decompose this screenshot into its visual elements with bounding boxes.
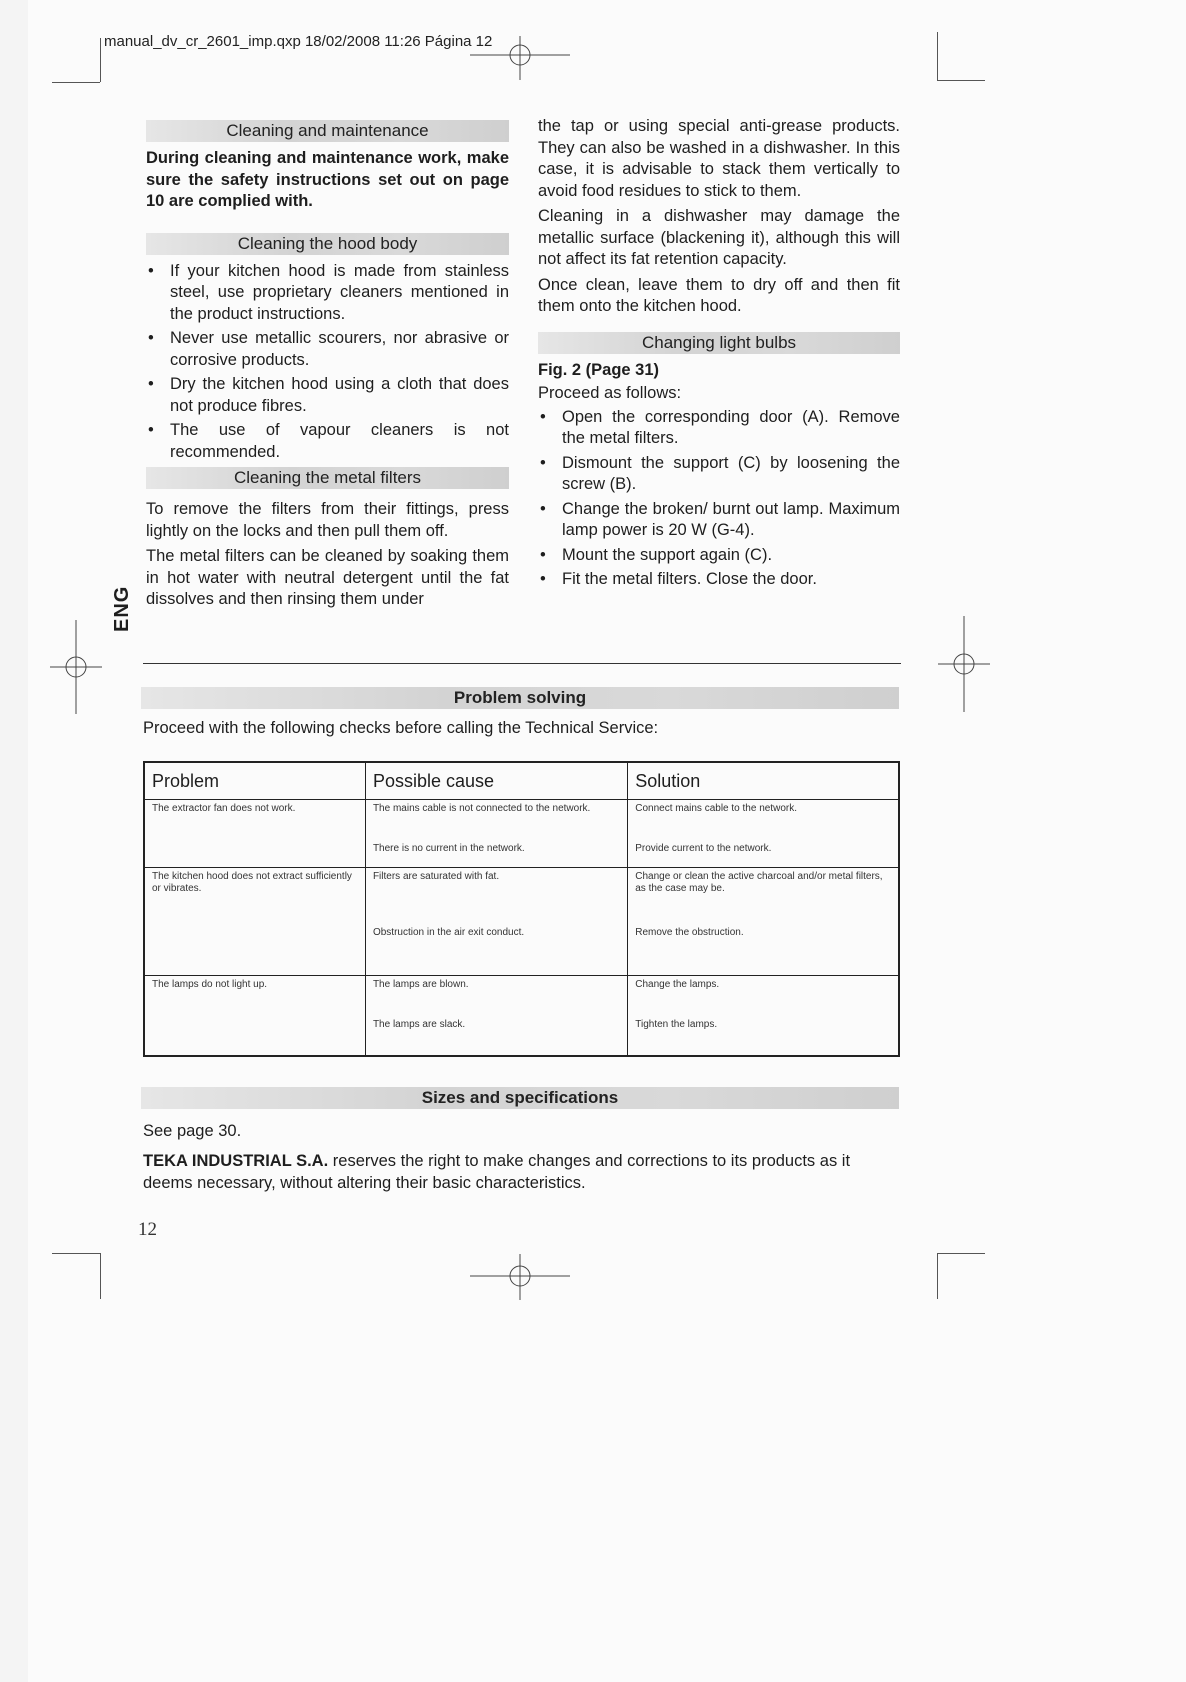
left-column <box>146 120 509 615</box>
list-item: • Dismount the support (C) by loosening the screw (B). <box>538 453 900 496</box>
crop-mark <box>52 82 100 83</box>
crop-mark <box>937 1253 985 1254</box>
company-name: TEKA INDUSTRIAL S.A. <box>143 1152 329 1170</box>
problem-cell: The extractor fan does not work. <box>144 800 365 868</box>
registration-mark-icon <box>470 1254 570 1300</box>
section-heading-problem-solving: Problem solving <box>141 687 899 709</box>
list-item: • Fit the metal filters. Close the door. <box>538 569 900 591</box>
see-page-text: See page 30. <box>143 1122 242 1140</box>
problem-intro: Proceed with the following checks before calling the Technical Service: <box>143 719 659 737</box>
problem-cell: The kitchen hood does not extract sufficiently or vibrates. <box>144 868 365 976</box>
solution-cell: Tighten the lamps. <box>628 1016 899 1056</box>
section-heading-cleaning: Cleaning and maintenance <box>146 120 509 142</box>
cause-cell: Filters are saturated with fat. <box>365 868 627 924</box>
subheading-hood-body: Cleaning the hood body <box>146 233 509 255</box>
solution-cell: Change or clean the active charcoal and/or metal filters, as the case may be. <box>628 868 899 924</box>
solution-cell: Connect mains cable to the network. <box>628 800 899 840</box>
proceed-text: Proceed as follows: <box>538 384 682 402</box>
crop-mark <box>937 1253 938 1299</box>
right-column <box>538 116 900 594</box>
filters-paragraph: To remove the filters from their fittings, press lightly on the locks and then pull them off. <box>146 500 509 540</box>
cause-cell: The lamps are slack. <box>365 1016 627 1056</box>
disclaimer-paragraph <box>143 1150 901 1194</box>
cause-cell: There is no current in the network. <box>365 840 627 868</box>
crop-mark <box>937 32 938 80</box>
list-item: • Never use metallic scourers, nor abrasive or corrosive products. <box>146 328 509 371</box>
table-header-row <box>144 762 899 800</box>
registration-mark-icon <box>50 620 102 714</box>
problem-table <box>143 761 900 1057</box>
registration-mark-icon <box>938 616 990 712</box>
cause-cell: The mains cable is not connected to the network. <box>365 800 627 840</box>
filters-continued-paragraph: Cleaning in a dishwasher may damage the metallic surface (blackening it), although this will not affect its fat retention capacity. <box>538 207 900 268</box>
crop-mark <box>100 1253 101 1299</box>
cause-cell: The lamps are blown. <box>365 976 627 1016</box>
cause-cell: Obstruction in the air exit conduct. <box>365 924 627 976</box>
page-number: 12 <box>138 1219 157 1240</box>
list-item: • Open the corresponding door (A). Remove the metal filters. <box>538 407 900 450</box>
list-item: • Dry the kitchen hood using a cloth that does not produce fibres. <box>146 374 509 417</box>
hood-body-list <box>146 261 509 464</box>
solution-cell: Change the lamps. <box>628 976 899 1016</box>
list-item: • Change the broken/ burnt out lamp. Maximum lamp power is 20 W (G-4). <box>538 499 900 542</box>
disclaimer-text: reserves the right to make changes and corrections to its products as it deems necessary, without altering their basic characteristics. <box>143 1152 851 1192</box>
crop-mark <box>52 1253 100 1254</box>
section-heading-sizes: Sizes and specifications <box>141 1087 899 1109</box>
crop-mark <box>100 38 101 82</box>
solution-cell: Provide current to the network. <box>628 840 899 868</box>
table-row <box>144 976 899 1016</box>
figure-reference: Fig. 2 (Page 31) <box>538 360 660 379</box>
list-item: • If your kitchen hood is made from stainless steel, use proprietary cleaners mentioned in the product instructions. <box>146 261 509 326</box>
filters-paragraph: The metal filters can be cleaned by soaking them in hot water with neutral detergent until the fat dissolves and then rinsing them under <box>146 547 509 608</box>
filters-continued-paragraph: Once clean, leave them to dry off and then fit them onto the kitchen hood. <box>538 275 900 315</box>
subheading-metal-filters: Cleaning the metal filters <box>146 467 509 489</box>
column-header: Possible cause <box>365 762 627 800</box>
crop-mark <box>937 80 985 81</box>
subheading-light-bulbs: Changing light bulbs <box>538 332 900 354</box>
divider <box>143 663 901 664</box>
filters-continued-paragraph: the tap or using special anti-grease products. They can also be washed in a dishwasher. In this case, it is advisable to stack them vertically to avoid food residues to stick to them. <box>538 117 900 200</box>
solution-cell: Remove the obstruction. <box>628 924 899 976</box>
column-header: Problem <box>144 762 365 800</box>
list-item: • The use of vapour cleaners is not recommended. <box>146 420 509 463</box>
table-row <box>144 868 899 924</box>
print-slug: manual_dv_cr_2601_imp.qxp 18/02/2008 11:26 Página 12 <box>104 33 493 50</box>
safety-warning: During cleaning and maintenance work, make sure the safety instructions set out on page 10 are complied with. <box>146 149 509 210</box>
column-header: Solution <box>628 762 899 800</box>
bulb-steps-list <box>538 407 900 591</box>
language-tab: ENG <box>111 585 133 632</box>
table-row <box>144 800 899 840</box>
list-item: • Mount the support again (C). <box>538 545 900 567</box>
problem-cell: The lamps do not light up. <box>144 976 365 1056</box>
